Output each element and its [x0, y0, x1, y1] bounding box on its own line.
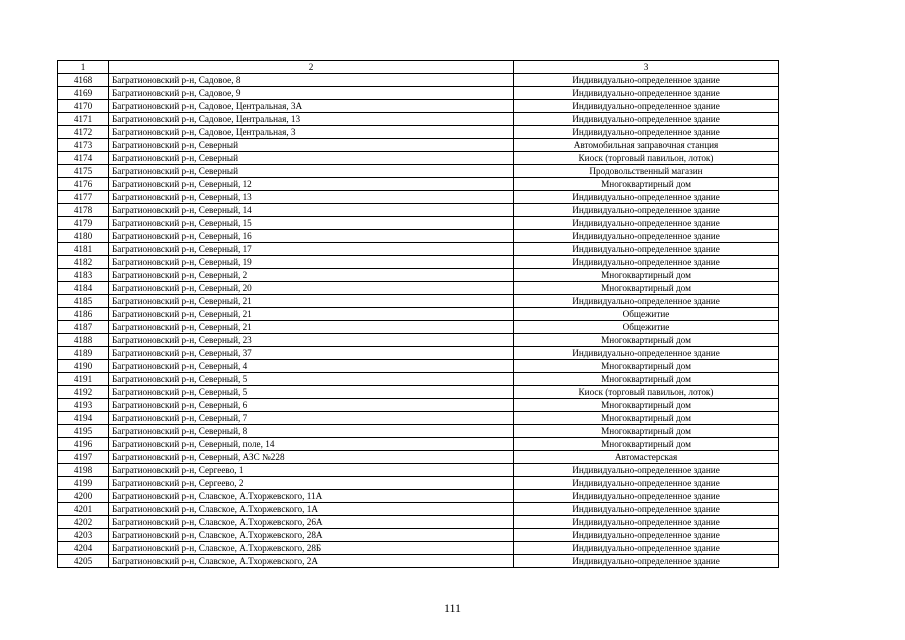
address-cell: Багратионовский р-н, Северный, 8	[109, 425, 514, 438]
row-number-cell: 4198	[58, 464, 109, 477]
row-number-cell: 4203	[58, 529, 109, 542]
object-type-cell: Индивидуально-определенное здание	[514, 243, 779, 256]
table-row	[58, 113, 779, 126]
object-type-cell: Индивидуально-определенное здание	[514, 529, 779, 542]
table-row	[58, 490, 779, 503]
object-type-cell: Индивидуально-определенное здание	[514, 100, 779, 113]
address-cell: Багратионовский р-н, Северный, АЗС №228	[109, 451, 514, 464]
address-cell: Багратионовский р-н, Северный, 15	[109, 217, 514, 230]
table-row	[58, 282, 779, 295]
row-number-cell: 4200	[58, 490, 109, 503]
object-type-cell: Индивидуально-определенное здание	[514, 126, 779, 139]
column-header-2: 2	[109, 61, 514, 74]
address-cell: Багратионовский р-н, Северный, 5	[109, 386, 514, 399]
object-type-cell: Общежитие	[514, 308, 779, 321]
table-row	[58, 126, 779, 139]
table-row	[58, 503, 779, 516]
row-number-cell: 4174	[58, 152, 109, 165]
object-type-cell: Индивидуально-определенное здание	[514, 347, 779, 360]
address-cell: Багратионовский р-н, Северный	[109, 152, 514, 165]
row-number-cell: 4190	[58, 360, 109, 373]
table-row	[58, 425, 779, 438]
object-type-cell: Индивидуально-определенное здание	[514, 477, 779, 490]
address-cell: Багратионовский р-н, Северный, 7	[109, 412, 514, 425]
table-row	[58, 295, 779, 308]
address-cell: Багратионовский р-н, Северный, 13	[109, 191, 514, 204]
address-cell: Багратионовский р-н, Северный, 6	[109, 399, 514, 412]
object-type-cell: Киоск (торговый павильон, лоток)	[514, 386, 779, 399]
object-type-cell: Индивидуально-определенное здание	[514, 490, 779, 503]
row-number-cell: 4186	[58, 308, 109, 321]
table-row	[58, 178, 779, 191]
address-cell: Багратионовский р-н, Северный, 19	[109, 256, 514, 269]
table-row	[58, 230, 779, 243]
table-row	[58, 321, 779, 334]
table-row	[58, 529, 779, 542]
address-cell: Багратионовский р-н, Северный	[109, 165, 514, 178]
object-type-cell: Многоквартирный дом	[514, 373, 779, 386]
address-cell: Багратионовский р-н, Северный, 21	[109, 321, 514, 334]
table-row	[58, 152, 779, 165]
row-number-cell: 4205	[58, 555, 109, 568]
table-row	[58, 204, 779, 217]
row-number-cell: 4173	[58, 139, 109, 152]
row-number-cell: 4172	[58, 126, 109, 139]
row-number-cell: 4179	[58, 217, 109, 230]
row-number-cell: 4199	[58, 477, 109, 490]
object-type-cell: Индивидуально-определенное здание	[514, 256, 779, 269]
object-type-cell: Многоквартирный дом	[514, 282, 779, 295]
table-row	[58, 334, 779, 347]
address-cell: Багратионовский р-н, Садовое, Центральная, 13	[109, 113, 514, 126]
table-row	[58, 386, 779, 399]
address-cell: Багратионовский р-н, Северный, 20	[109, 282, 514, 295]
table-row	[58, 269, 779, 282]
row-number-cell: 4191	[58, 373, 109, 386]
object-type-cell: Многоквартирный дом	[514, 425, 779, 438]
object-type-cell: Автомобильная заправочная станция	[514, 139, 779, 152]
object-type-cell: Многоквартирный дом	[514, 438, 779, 451]
table-row	[58, 308, 779, 321]
page-number: 111	[443, 601, 462, 615]
object-type-cell: Индивидуально-определенное здание	[514, 204, 779, 217]
address-cell: Багратионовский р-н, Сергеево, 2	[109, 477, 514, 490]
row-number-cell: 4183	[58, 269, 109, 282]
object-type-cell: Продовольственный магазин	[514, 165, 779, 178]
row-number-cell: 4177	[58, 191, 109, 204]
address-cell: Багратионовский р-н, Северный, 14	[109, 204, 514, 217]
address-cell: Багратионовский р-н, Северный, 12	[109, 178, 514, 191]
row-number-cell: 4193	[58, 399, 109, 412]
table-row	[58, 191, 779, 204]
address-cell: Багратионовский р-н, Славское, А.Тхоржевского, 11А	[109, 490, 514, 503]
table-row	[58, 555, 779, 568]
address-cell: Багратионовский р-н, Северный, 23	[109, 334, 514, 347]
address-cell: Багратионовский р-н, Славское, А.Тхоржевского, 28А	[109, 529, 514, 542]
table-row	[58, 243, 779, 256]
object-type-cell: Индивидуально-определенное здание	[514, 87, 779, 100]
object-type-cell: Индивидуально-определенное здание	[514, 191, 779, 204]
table-row	[58, 100, 779, 113]
table-row	[58, 256, 779, 269]
table-row	[58, 87, 779, 100]
address-cell: Багратионовский р-н, Северный, 21	[109, 295, 514, 308]
row-number-cell: 4189	[58, 347, 109, 360]
object-type-cell: Индивидуально-определенное здание	[514, 230, 779, 243]
row-number-cell: 4195	[58, 425, 109, 438]
row-number-cell: 4178	[58, 204, 109, 217]
table-row	[58, 74, 779, 87]
table-row	[58, 477, 779, 490]
address-cell: Багратионовский р-н, Славское, А.Тхоржевского, 26А	[109, 516, 514, 529]
row-number-cell: 4171	[58, 113, 109, 126]
address-cell: Багратионовский р-н, Сергеево, 1	[109, 464, 514, 477]
row-number-cell: 4170	[58, 100, 109, 113]
table-row	[58, 139, 779, 152]
table-row	[58, 217, 779, 230]
object-type-cell: Индивидуально-определенное здание	[514, 542, 779, 555]
object-type-cell: Индивидуально-определенное здание	[514, 555, 779, 568]
address-cell: Багратионовский р-н, Северный, 4	[109, 360, 514, 373]
row-number-cell: 4181	[58, 243, 109, 256]
address-cell: Багратионовский р-н, Северный, 37	[109, 347, 514, 360]
object-type-cell: Индивидуально-определенное здание	[514, 295, 779, 308]
row-number-cell: 4196	[58, 438, 109, 451]
address-cell: Багратионовский р-н, Северный, 21	[109, 308, 514, 321]
object-type-cell: Индивидуально-определенное здание	[514, 464, 779, 477]
object-type-cell: Индивидуально-определенное здание	[514, 217, 779, 230]
object-type-cell: Многоквартирный дом	[514, 334, 779, 347]
address-cell: Багратионовский р-н, Северный	[109, 139, 514, 152]
row-number-cell: 4188	[58, 334, 109, 347]
object-type-cell: Многоквартирный дом	[514, 399, 779, 412]
table-row	[58, 451, 779, 464]
table-row	[58, 542, 779, 555]
row-number-cell: 4176	[58, 178, 109, 191]
row-number-cell: 4201	[58, 503, 109, 516]
table-row	[58, 165, 779, 178]
table-row	[58, 399, 779, 412]
address-cell: Багратионовский р-н, Северный, 5	[109, 373, 514, 386]
registry-table	[57, 60, 779, 568]
table-row	[58, 347, 779, 360]
table-row	[58, 360, 779, 373]
address-cell: Багратионовский р-н, Садовое, 8	[109, 74, 514, 87]
object-type-cell: Индивидуально-определенное здание	[514, 503, 779, 516]
row-number-cell: 4185	[58, 295, 109, 308]
object-type-cell: Автомастерская	[514, 451, 779, 464]
address-cell: Багратионовский р-н, Славское, А.Тхоржевского, 1А	[109, 503, 514, 516]
object-type-cell: Многоквартирный дом	[514, 178, 779, 191]
address-cell: Багратионовский р-н, Северный, 17	[109, 243, 514, 256]
address-cell: Багратионовский р-н, Садовое, Центральная, 3	[109, 126, 514, 139]
row-number-cell: 4192	[58, 386, 109, 399]
row-number-cell: 4180	[58, 230, 109, 243]
row-number-cell: 4175	[58, 165, 109, 178]
object-type-cell: Индивидуально-определенное здание	[514, 516, 779, 529]
object-type-cell: Индивидуально-определенное здание	[514, 74, 779, 87]
table-row	[58, 516, 779, 529]
table-row	[58, 373, 779, 386]
address-cell: Багратионовский р-н, Славское, А.Тхоржевского, 28Б	[109, 542, 514, 555]
address-cell: Багратионовский р-н, Садовое, Центральная, 3А	[109, 100, 514, 113]
row-number-cell: 4182	[58, 256, 109, 269]
object-type-cell: Индивидуально-определенное здание	[514, 113, 779, 126]
row-number-cell: 4184	[58, 282, 109, 295]
object-type-cell: Многоквартирный дом	[514, 269, 779, 282]
row-number-cell: 4168	[58, 74, 109, 87]
row-number-cell: 4194	[58, 412, 109, 425]
address-cell: Багратионовский р-н, Северный, поле, 14	[109, 438, 514, 451]
table-row	[58, 464, 779, 477]
table-body	[58, 74, 779, 568]
row-number-cell: 4169	[58, 87, 109, 100]
column-header-1: 1	[58, 61, 109, 74]
object-type-cell: Многоквартирный дом	[514, 412, 779, 425]
address-cell: Багратионовский р-н, Северный, 16	[109, 230, 514, 243]
address-cell: Багратионовский р-н, Славское, А.Тхоржевского, 2А	[109, 555, 514, 568]
row-number-cell: 4197	[58, 451, 109, 464]
object-type-cell: Общежитие	[514, 321, 779, 334]
object-type-cell: Киоск (торговый павильон, лоток)	[514, 152, 779, 165]
address-cell: Багратионовский р-н, Садовое, 9	[109, 87, 514, 100]
column-header-3: 3	[514, 61, 779, 74]
object-type-cell: Многоквартирный дом	[514, 360, 779, 373]
table-header-row	[58, 61, 779, 74]
table-row	[58, 438, 779, 451]
table-row	[58, 412, 779, 425]
address-cell: Багратионовский р-н, Северный, 2	[109, 269, 514, 282]
row-number-cell: 4187	[58, 321, 109, 334]
row-number-cell: 4202	[58, 516, 109, 529]
row-number-cell: 4204	[58, 542, 109, 555]
